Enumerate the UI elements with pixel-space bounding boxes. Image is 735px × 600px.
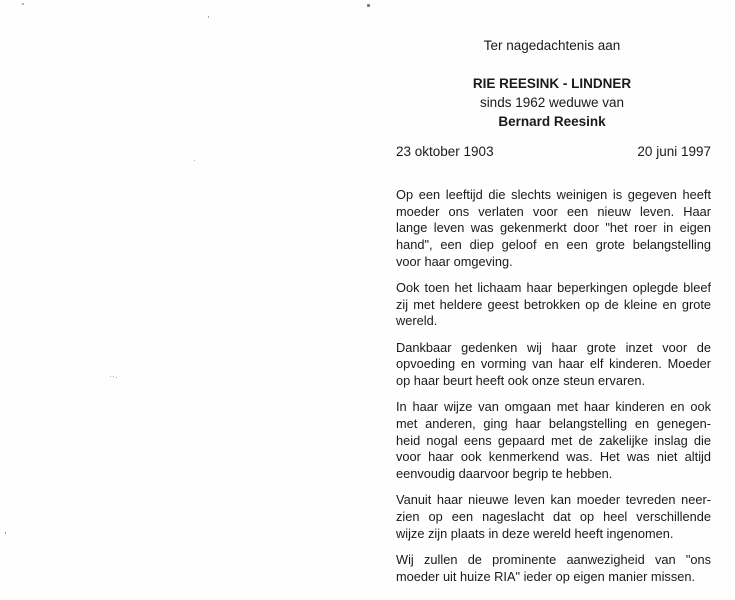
life-dates — [393, 144, 711, 162]
scan-speck — [5, 532, 6, 534]
memorial-text — [396, 187, 711, 595]
memorial-paragraph — [396, 280, 711, 330]
paragraph-line: Wij zullen de prominente aanwezigheid van "ons — [396, 551, 711, 567]
paragraph-line: eenvoudig daarvoor begrip te hebben. — [396, 466, 613, 482]
paragraph-line: opvoeding en vorming van haar elf kinderen. Moeder — [396, 356, 711, 372]
scan-speck — [208, 16, 209, 18]
paragraph-line: Op een leeftijd die slechts weinigen is gegeven heeft — [396, 187, 711, 202]
paragraph-line: hand", een diep geloof en een grote belangstelling — [396, 237, 711, 253]
paragraph-line: wijze zijn plaats in deze wereld heeft ingenomen. — [396, 525, 674, 541]
paragraph-line: zij met heldere geest betrokken op de kleine en grote — [396, 296, 711, 312]
paragraph-line: wereld. — [396, 313, 438, 329]
paragraph-line: In haar wijze van omgaan met haar kinderen en ook — [396, 399, 711, 415]
paragraph-line: Dankbaar gedenken wij haar grote inzet voor de — [396, 339, 711, 355]
paragraph-line: moeder uit huize RIA" ieder op eigen manier missen. — [396, 568, 696, 584]
paragraph-line: zien op een nageslacht dat op heel verschillende — [396, 508, 711, 524]
card-text-side — [393, 0, 711, 600]
paragraph-line: op haar beurt heeft ook onze steun ervaren. — [396, 373, 645, 389]
paragraph-line: met anderen, ging haar belangstelling en genegen- — [396, 415, 711, 431]
paragraph-line: lange leven was gekenmerkt door "het roer in eigen — [396, 220, 711, 236]
memorial-paragraph — [396, 492, 711, 542]
intro-line: Ter nagedachtenis aan — [483, 38, 621, 53]
scan-speck — [367, 4, 370, 7]
scan-speck — [113, 376, 114, 377]
paragraph-line: moeder ons verlaten voor een nieuw leven. Haar — [396, 203, 711, 219]
scan-speck — [116, 377, 117, 378]
deceased-name: RIE REESINK - LINDNER — [472, 76, 632, 91]
scan-speck — [22, 3, 24, 5]
scan-speck — [194, 160, 195, 161]
paragraph-line: heid nogal eens gepaard met de zakelijke inslag die — [396, 432, 711, 448]
paragraph-line: voor haar omgeving. — [396, 253, 513, 269]
death-date: 20 juni 1997 — [637, 144, 711, 159]
paragraph-line: voor haar ook kenmerkend was. Het was niet altijd — [396, 449, 711, 465]
birth-date: 23 oktober 1903 — [396, 144, 494, 159]
memorial-paragraph — [396, 187, 711, 271]
spouse-name: Bernard Reesink — [498, 114, 606, 129]
memorial-paragraph — [396, 399, 711, 483]
widow-line: sinds 1962 weduwe van — [479, 95, 625, 110]
paragraph-line: Vanuit haar nieuwe leven kan moeder tevreden neer- — [396, 492, 711, 508]
scan-speck — [110, 376, 111, 377]
paragraph-line: Ook toen het lichaam haar beperkingen oplegde bleef — [396, 280, 711, 296]
memorial-paragraph — [396, 552, 711, 585]
memorial-paragraph — [396, 340, 711, 390]
